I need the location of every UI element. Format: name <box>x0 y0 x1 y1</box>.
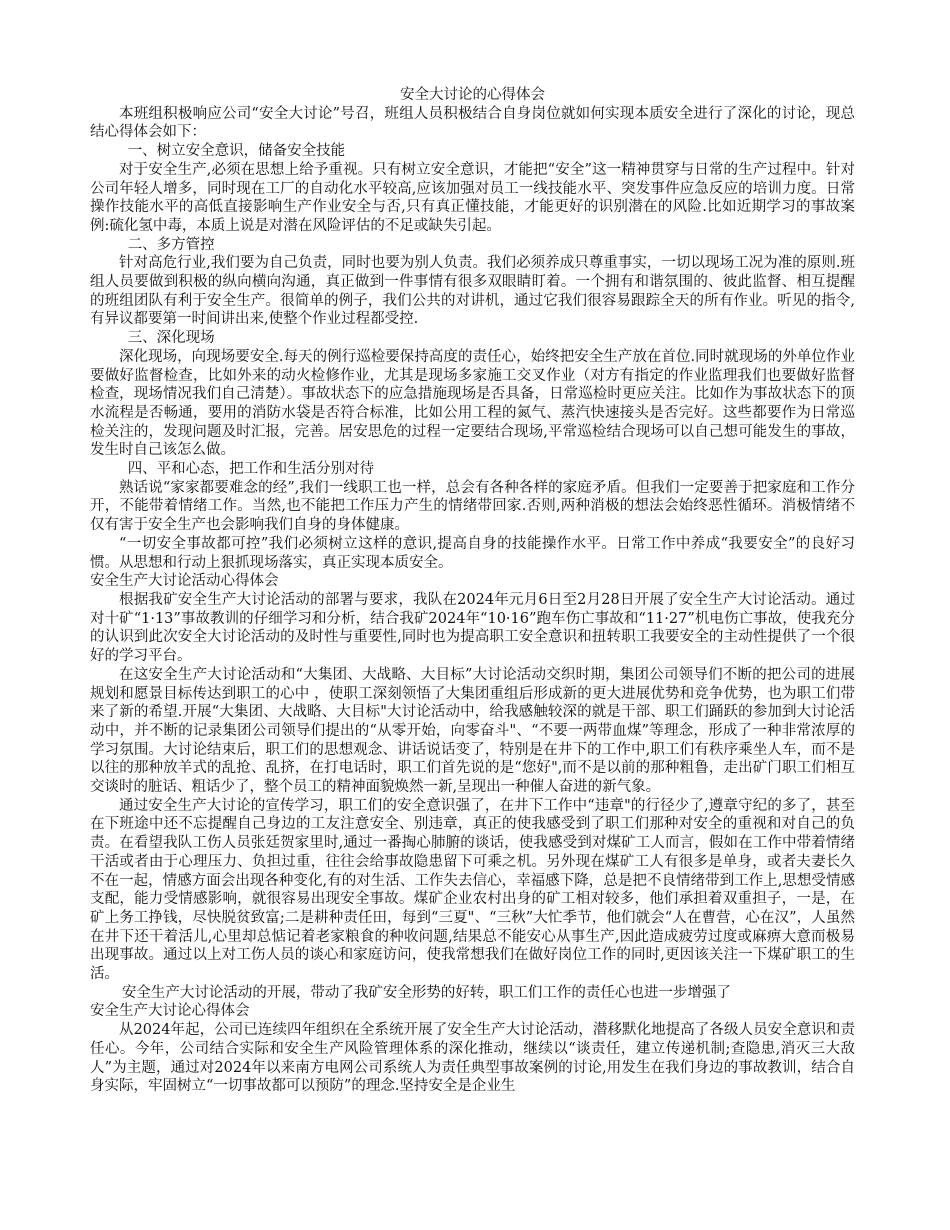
section-heading-4: 四、平和心态，把工作和生活分别对待 <box>127 461 375 478</box>
section-heading-2: 二、多方管控 <box>127 236 215 253</box>
paragraph-conclusion: “一切安全事故都可控”我们必须树立这样的意识,提高自身的技能操作水平。日常工作中养成“我要安全”的良好习惯。从思想和行动上狠抓现场落实，真正实现本质安全。 <box>90 535 855 571</box>
paragraph-article-2-b: 在这安全生产大讨论活动和“大集团、大战略、大目标”大讨论活动交织时期，集团公司领导们不断的把公司的进展规划和愿景目标传达到职工的心中 ，使职工深刻领悟了大集团重组后形成新的更大进展优势和竞争优势，也为职工们带来了新的希望.开展“大集团、大战略、大目标"大讨论活动中，给我感触较深的就是干部、职工们踊跃的参加到大讨论活动中，并不断的记录集团公司领导们提出的“从零开始，向零奋斗"、“不要一两带血煤”等理念，形成了一种非常浓厚的学习氛围。大讨论结束后，职工们的思想观念、讲话说话变了，特别是在井下的工作中,职工们有秩序乘坐人车，而不是以往的那种放羊式的乱抢、乱挤，在打电话时，职工们首先说的是“您好",而不是以前的那种粗鲁，走出矿门职工们相互交谈时的脏话、粗话少了，整个员工的精神面貌焕然一新,呈现出一种催人奋进的新气象。 <box>90 666 855 796</box>
paragraph-section-1: 对于安全生产,必须在思想上给予重视。只有树立安全意识，才能把“安全”这一精神贯穿与日常的生产过程中。针对公司年轻人增多，同时现在工厂的自动化水平较高,应该加强对员工一线技能水平、突发事件应急反应的培训力度。日常操作技能水平的高低直接影响生产作业安全与否,只有真正懂技能，才能更好的识别潜在的风险.比如近期学习的事故案例:硫化氢中毒，本质上说是对潜在风险评估的不足或缺失引起。 <box>90 161 855 234</box>
section-heading-1: 一、树立安全意识，储备安全技能 <box>127 143 346 160</box>
article-3-title: 安全生产大讨论心得体会 <box>90 1003 250 1020</box>
document-page <box>90 86 855 1096</box>
section-heading-3: 三、深化现场 <box>127 330 215 347</box>
paragraph-article-2-a: 根据我矿安全生产大讨论活动的部署与要求，我队在2024年元月6日至2月28日开展了安全生产大讨论活动。通过对十矿“1·13”事故教训的仔细学习和分析，结合我矿2024年“10·16”跑车伤亡事故和“11·27”机电伤亡事故，使我充分的认识到此次安全大讨论活动的及时性与重要性,同时也为提高职工安全意识和扭转职工我要安全的主动性提供了一个很好的学习平台。 <box>90 591 855 665</box>
paragraph-section-4: 熟话说“家家都要难念的经”,我们一线职工也一样，总会有各种各样的家庭矛盾。但我们一定要善于把家庭和工作分开，不能带着情绪工作。当然,也不能把工作压力产生的情绪带回家.否则,两种消极的想法会始终恶性循环。消极情绪不仅有害于安全生产也会影响我们自身的身体健康。 <box>90 479 855 534</box>
article-2-title: 安全生产大讨论活动心得体会 <box>90 573 279 590</box>
paragraph-article-3-a: 从2024年起，公司已连续四年组织在全系统开展了安全生产大讨论活动，潜移默化地提高了各级人员安全意识和责任心。今年，公司结合实际和安全生产风险管理体系的深化推动，继续以“谈责任，建立传递机制;查隐患,消灭三大敌人”为主题，通过对2024年以来南方电网公司系统人为责任典型事故案例的讨论,用发生在我们身边的事故教训，结合自身实际，牢固树立“一切事故都可以预防”的理念.坚持安全是企业生 <box>90 1022 855 1095</box>
paragraph-section-3: 深化现场，向现场要安全.每天的例行巡检要保持高度的责任心，始终把安全生产放在首位.同时就现场的外单位作业要做好监督检查，比如外来的动火检修作业，尤其是现场多家施工交叉作业（对方有指定的作业监理我们也要做好监督检查，现场情况我们自己清楚）。事故状态下的应急措施现场是否具备，日常巡检时更应关注。比如作为事故状态下的顶水流程是否畅通，要用的消防水袋是否符合标准，比如公用工程的氮气、蒸汽快速接头是否完好。这些都要作为日常巡检关注的，发现问题及时汇报，完善。居安思危的过程一定要结合现场,平常巡检结合现场可以自己想可能发生的事故，发生时自己该怎么做。 <box>90 348 855 459</box>
doc-title: 安全大讨论的心得体会 <box>400 87 545 103</box>
paragraph-article-2-c: 通过安全生产大讨论的宣传学习，职工们的安全意识强了，在井下工作中“违章"的行径少了,遵章守纪的多了，甚至在下班途中还不忘提醒自己身边的工友注意安全、别违章，真正的使我感受到了职工们那种对安全的重视和对自己的负责。在看望我队工伤人员张廷贺家里时,通过一番掏心肺腑的谈话，使我感受到对煤矿工人而言，假如在工作中带着情绪干活或者由于心理压力、负担过重，往往会给事故隐患留下可乘之机。另外现在煤矿工人有很多是单身，或者夫妻长久不在一起，情感方面会出现各种变化,有的对生活、工作失去信心，幸福感下降，总是把不良情绪带到工作上,思想受情感支配，能力受情感影响，就很容易出现安全事故。煤矿企业农村出身的矿工相对较多，他们承担着双重担子，一是，在矿上务工挣钱，尽快脱贫致富;二是耕种责任田，每到“三夏"、“三秋”大忙季节，他们就会“人在曹营，心在汉”，人虽然在井下还干着活儿,心里却总惦记着老家粮食的种收问题,结果总不能安心从事生产,因此造成疲劳过度或麻痹大意而极易出现事故。通过以上对工伤人员的谈心和家庭访问，使我常想我们在做好岗位工作的同时,更因该关注一下煤矿职工的生活。 <box>90 797 855 983</box>
paragraph-article-2-d: 安全生产大讨论活动的开展，带动了我矿安全形势的好转，职工们工作的责任心也进一步增强了 <box>121 984 731 1001</box>
paragraph-intro: 本班组积极响应公司“安全大讨论”号召，班组人员积极结合自身岗位就如何实现本质安全进行了深化的讨论，现总结心得体会如下： <box>90 105 855 141</box>
paragraph-section-2: 针对高危行业,我们要为自己负责，同时也要为别人负责。我们必须养成只尊重事实，一切以现场工况为准的原则.班组人员要做到积极的纵向横向沟通，真正做到一件事情有很多双眼睛盯着。一个拥有和谐氛围的、彼此监督、相互提醒的班组团队有利于安全生产。很简单的例子，我们公共的对讲机，通过它我们很容易跟踪全天的所有作业。听见的指令,有异议都要第一时间讲出来,使整个作业过程都受控. <box>90 255 855 328</box>
